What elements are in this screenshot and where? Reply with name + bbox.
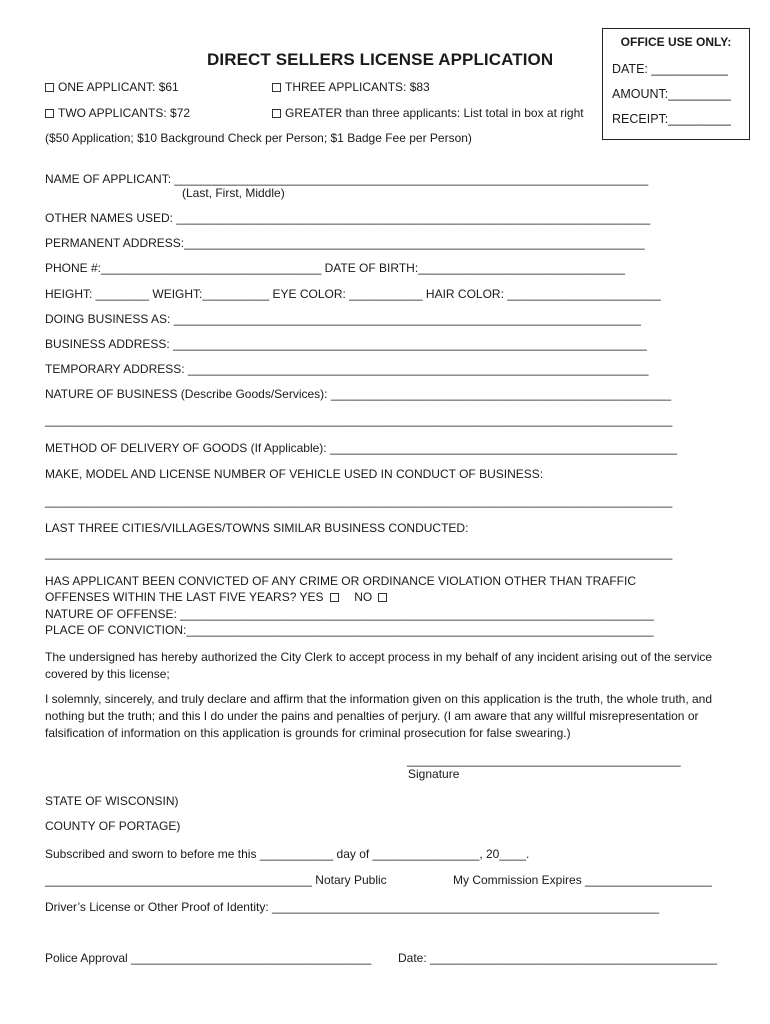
- county-label: COUNTY OF PORTAGE): [45, 819, 181, 833]
- checkbox-icon[interactable]: [272, 109, 281, 118]
- delivery-method-field[interactable]: METHOD OF DELIVERY OF GOODS (If Applicable): ____________________________________________________: [45, 441, 677, 455]
- phone-dob-field[interactable]: PHONE #:_________________________________ DATE OF BIRTH:_______________________________: [45, 261, 626, 275]
- other-names-field[interactable]: OTHER NAMES USED: _______________________________________________________________________: [45, 211, 651, 225]
- applicant-name-hint: (Last, First, Middle): [182, 186, 285, 200]
- vehicle-field[interactable]: ______________________________________________________________________________________________: [45, 494, 673, 508]
- police-approval-field[interactable]: Police Approval ____________________________________: [45, 951, 372, 965]
- yes-checkbox[interactable]: [330, 593, 339, 602]
- option-label: TWO APPLICANTS: $72: [58, 106, 191, 120]
- cities-field[interactable]: ______________________________________________________________________________________________: [45, 546, 673, 560]
- signature-line[interactable]: _________________________________________: [407, 753, 681, 767]
- business-address-field[interactable]: BUSINESS ADDRESS: _______________________________________________________________________: [45, 337, 647, 351]
- nature-of-business-continued[interactable]: ______________________________________________________________________________________________: [45, 413, 673, 427]
- permanent-address-field[interactable]: PERMANENT ADDRESS:_____________________________________________________________________: [45, 236, 645, 250]
- police-approval-date-field[interactable]: Date: ___________________________________________: [398, 951, 717, 965]
- office-use-heading: OFFICE USE ONLY:: [620, 35, 732, 49]
- form-title: DIRECT SELLERS LICENSE APPLICATION: [207, 50, 554, 69]
- nature-of-business-field[interactable]: NATURE OF BUSINESS (Describe Goods/Services): ___________________________________________________: [45, 387, 672, 401]
- authorization-statement: The undersigned has hereby authorized the City Clerk to accept process in my behalf of any incident arising out of the service covered by this license;: [45, 650, 713, 682]
- affirmation-statement: I solemnly, sincerely, and truly declare and affirm that the information given on this application is the truth, the whole truth, and nothing but the truth; and this I do under the pains and penalties of perjury. (I am aware that any willful misrepresentation or falsification of information on this application is grounds for criminal prosecution for false swearing.): [45, 692, 713, 741]
- applicant-name-field[interactable]: NAME OF APPLICANT: _______________________________________________________________________: [45, 172, 649, 186]
- conviction-question-line2: [45, 590, 391, 605]
- option-label: THREE APPLICANTS: $83: [285, 80, 430, 94]
- no-label: NO: [354, 590, 373, 604]
- nature-of-offense-field[interactable]: NATURE OF OFFENSE: _______________________________________________________________________: [45, 607, 654, 621]
- state-label: STATE OF WISCONSIN): [45, 794, 179, 808]
- temporary-address-field[interactable]: TEMPORARY ADDRESS: _____________________________________________________________________: [45, 362, 649, 376]
- cities-label: LAST THREE CITIES/VILLAGES/TOWNS SIMILAR BUSINESS CONDUCTED:: [45, 521, 469, 535]
- fees-note: ($50 Application; $10 Background Check per Person; $1 Badge Fee per Person): [45, 131, 472, 145]
- option-one-applicant[interactable]: [45, 80, 179, 95]
- option-three-applicants[interactable]: [272, 80, 430, 95]
- proof-of-identity-field[interactable]: Driver’s License or Other Proof of Identity: __________________________________________________________: [45, 900, 660, 914]
- no-checkbox[interactable]: [378, 593, 387, 602]
- option-two-applicants[interactable]: [45, 106, 190, 121]
- physical-description-field[interactable]: HEIGHT: ________ WEIGHT:__________ EYE COLOR: ___________ HAIR COLOR: _______________________: [45, 287, 661, 301]
- option-label: GREATER than three applicants: List total in box at right: [285, 106, 584, 120]
- office-receipt-field[interactable]: RECEIPT:_________: [612, 112, 731, 126]
- checkbox-icon[interactable]: [45, 83, 54, 92]
- option-greater-than-three[interactable]: [272, 106, 584, 121]
- checkbox-icon[interactable]: [45, 109, 54, 118]
- commission-expires-field[interactable]: My Commission Expires ___________________: [453, 873, 712, 887]
- signature-label: Signature: [408, 767, 460, 781]
- checkbox-icon[interactable]: [272, 83, 281, 92]
- doing-business-as-field[interactable]: DOING BUSINESS AS: ______________________________________________________________________: [45, 312, 641, 326]
- option-label: ONE APPLICANT: $61: [58, 80, 179, 94]
- conviction-question-text: OFFENSES WITHIN THE LAST FIVE YEARS? YES: [45, 590, 324, 604]
- office-amount-field[interactable]: AMOUNT:_________: [612, 87, 731, 101]
- conviction-question: HAS APPLICANT BEEN CONVICTED OF ANY CRIME OR ORDINANCE VIOLATION OTHER THAN TRAFFIC: [45, 574, 636, 588]
- notary-public-field[interactable]: ________________________________________ Notary Public: [45, 873, 387, 887]
- sworn-statement-field[interactable]: Subscribed and sworn to before me this ___________ day of ________________, 20____.: [45, 847, 530, 861]
- office-use-box: [602, 28, 750, 140]
- vehicle-label: MAKE, MODEL AND LICENSE NUMBER OF VEHICLE USED IN CONDUCT OF BUSINESS:: [45, 467, 544, 481]
- office-date-field[interactable]: DATE: ___________: [612, 62, 728, 76]
- place-of-conviction-field[interactable]: PLACE OF CONVICTION:______________________________________________________________________: [45, 623, 654, 637]
